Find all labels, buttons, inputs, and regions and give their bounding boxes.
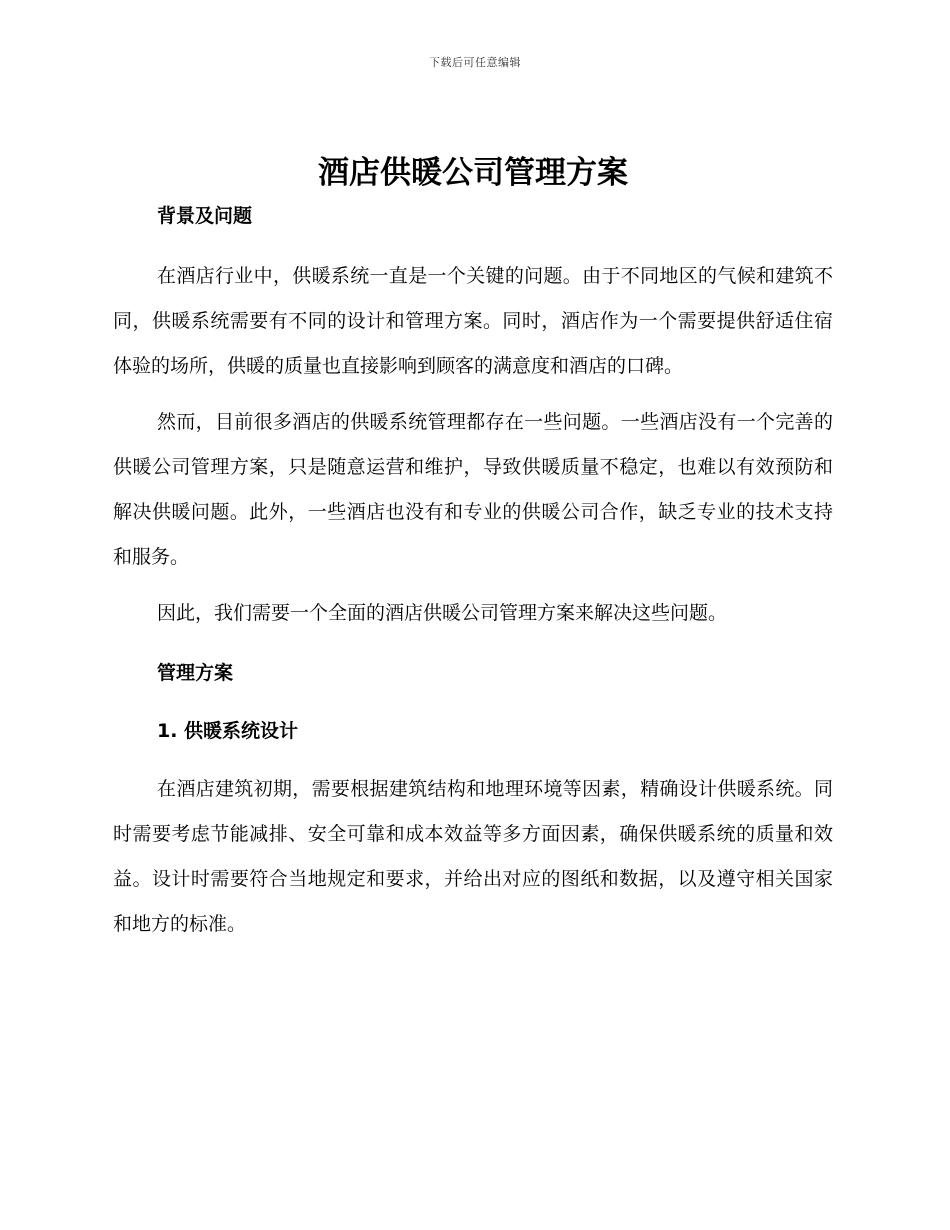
header-note: 下载后可任意编辑 [429, 56, 521, 69]
paragraph-heating-design-1: 在酒店建筑初期，需要根据建筑结构和地理环境等因素，精确设计供暖系统。同时需要考虑节能减排、安全可靠和成本效益等多方面因素，确保供暖系统的质量和效益。设计时需要符合当地规定和要求，并给出对应的图纸和数据，以及遵守相关国家和地方的标准。 [113, 778, 833, 935]
subsection-heading-heating-design: 1. 供暖系统设计 [157, 720, 299, 742]
paragraph-background-2: 然而，目前很多酒店的供暖系统管理都存在一些问题。一些酒店没有一个完善的供暖公司管理方案，只是随意运营和维护，导致供暖质量不稳定，也难以有效预防和解决供暖问题。此外，一些酒店也没有和专业的供暖公司合作，缺乏专业的技术支持和服务。 [113, 411, 833, 568]
document-body [113, 150, 833, 947]
section-heading-management: 管理方案 [157, 662, 234, 684]
paragraph-background-3: 因此，我们需要一个全面的酒店供暖公司管理方案来解决这些问题。 [157, 602, 728, 624]
document-title: 酒店供暖公司管理方案 [318, 155, 628, 191]
paragraph-background-1: 在酒店行业中，供暖系统一直是一个关键的问题。由于不同地区的气候和建筑不同，供暖系统需要有不同的设计和管理方案。同时，酒店作为一个需要提供舒适住宿体验的场所，供暖的质量也直接影响到顾客的满意度和酒店的口碑。 [113, 265, 833, 377]
section-heading-background: 背景及问题 [157, 205, 253, 227]
